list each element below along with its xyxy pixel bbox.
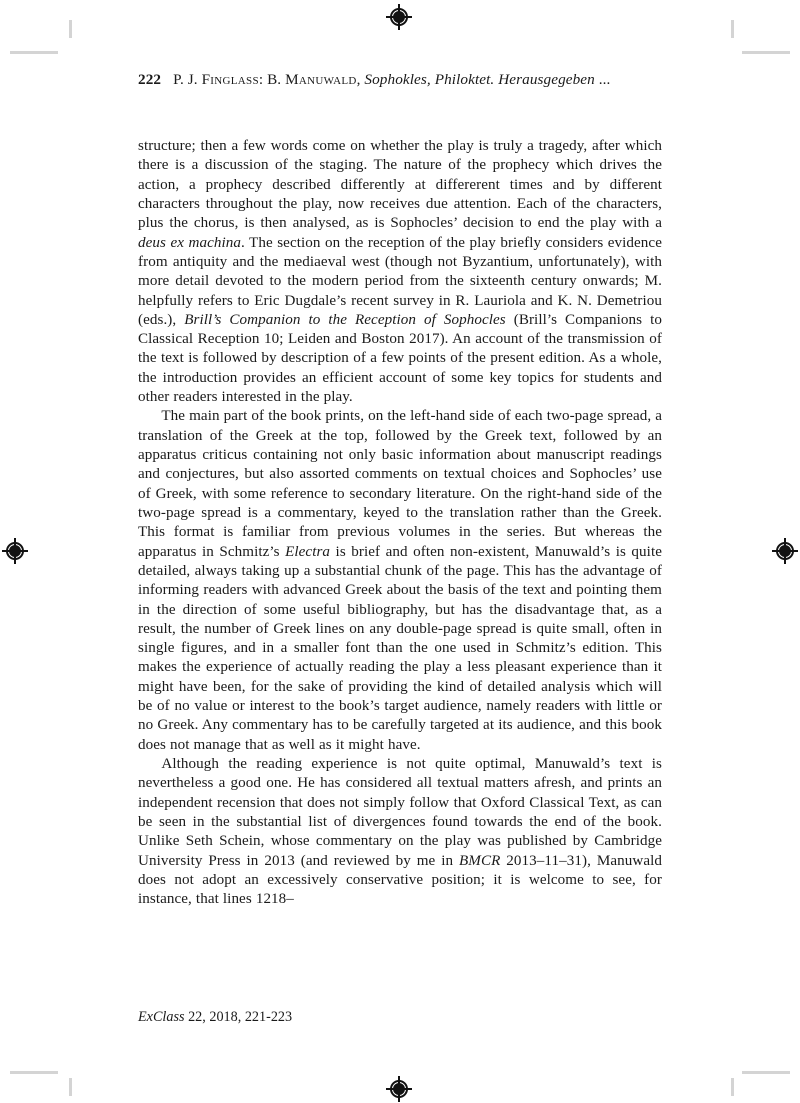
paragraph-2-italic-electra: Electra	[285, 543, 331, 560]
paragraph-2-text-part-2: is brief and often non-existent, Manuwald’s is quite detailed, always taking up a substantial chunk of the page. This has the advantage of informing readers with advanced Greek about the basis of the text and pointing them in the direction of some useful bibliography, but has the disadvantage that, as a result, the number of Greek lines on any double-page spread is quite small, often in single figures, and in a smaller font than the one used in Schmitz’s edition. This makes the experience of actually reading the play a less pleasant experience than it might have been, for the sake of providing the kind of detailed analysis which will be of no value or interest to the book’s target audience, namely readers with little or no Greek. Any commentary has to be carefully targeted at its audience, and this book does not manage that as well as it might have.	[138, 543, 662, 753]
paragraph-3-text-part-1: Although the reading experience is not quite optimal, Manuwald’s text is nevertheless a good one. He has considered all textual matters afresh, and prints an independent recension that does not simply follow that Oxford Classical Text, as can be seen in the substantial list of divergences found towards the end of the book. Unlike Seth Schein, whose commentary on the play was published by Cambridge University Press in 2013 (and reviewed by me in	[138, 756, 662, 869]
crop-mark-top-left-horizontal	[10, 51, 58, 54]
crop-mark-bottom-left-horizontal	[10, 1071, 58, 1074]
running-head-author-surname: Finglass	[201, 71, 259, 88]
crop-mark-top-right-vertical	[731, 20, 734, 38]
paragraph-3-italic-bmcr: BMCR	[459, 852, 501, 869]
running-head	[138, 70, 662, 90]
colophon	[138, 1008, 292, 1026]
running-head-author-initials: P. J.	[173, 71, 202, 88]
crop-mark-top-right-horizontal	[742, 51, 790, 54]
paragraph-2	[138, 407, 662, 755]
running-head-comma: ,	[356, 71, 365, 88]
crop-mark-bottom-left-vertical	[69, 1078, 72, 1096]
running-head-separator: : B.	[258, 71, 286, 88]
crop-mark-bottom-right-horizontal	[742, 1071, 790, 1074]
paragraph-1-text-part-3: (Brill’s Companions to Classical Reception 10; Leiden and Boston 2017). An account of the transmission of the text is followed by description of a few points of the present edition. As a whole, the introduction provides an efficient account of some key topics for students and other readers interested in the play.	[138, 311, 662, 406]
running-head-reviewed-surname: Manuwald	[285, 71, 357, 88]
paragraph-1-italic-deus-ex-machina: deus ex machina	[138, 234, 241, 251]
registration-dot	[9, 545, 21, 557]
page-content	[138, 0, 662, 1103]
paragraph-3	[138, 755, 662, 910]
running-head-book-title: Sophokles, Philoktet. Herausgegeben	[364, 71, 595, 88]
paragraph-1-text-part-2: . The section on the reception of the play briefly considers evidence from antiquity and the mediaeval west (though not Byzantium, unfortunately), with more detail devoted to the modern period from the sixteenth century onwards; M. helpfully refers to Eric Dugdale’s recent survey in R. Lauriola and K. N. Demetriou (eds.),	[138, 234, 662, 328]
paragraph-2-text-part-1: The main part of the book prints, on the left-hand side of each two-page spread, a translation of the Greek at the top, followed by the Greek text, followed by an apparatus criticus containing not only basic information about manuscript readings and conjectures, but also assorted comments on textual choices and Sophocles’ use of Greek, with some reference to secondary literature. On the right-hand side of the two-page spread is a commentary, keyed to the translation rather than the Greek. This format is familiar from previous volumes in the series. But whereas the apparatus in Schmitz’s	[138, 408, 662, 560]
paragraph-1-text-part-1: structure; then a few words come on whether the play is truly a tragedy, after which there is a discussion of the staging. The nature of the prophecy which drives the action, a prophecy described differently at differerent times and by different characters throughout the play, now receives due attention. Each of the characters, plus the chorus, is then analysed, as is Sophocles’ decision to end the play with a	[138, 138, 662, 232]
crop-mark-bottom-right-vertical	[731, 1078, 734, 1096]
registration-mark-right	[772, 538, 798, 564]
running-head-ellipsis: ...	[594, 71, 611, 88]
page-number: 222	[138, 71, 162, 88]
journal-citation: 22, 2018, 221-223	[184, 1009, 293, 1025]
paragraph-3-text-part-2: 2013–11–31), Manuwald does not adopt an excessively conservative position; it is welcome to see, for instance, that lines 1218–	[138, 852, 662, 908]
body-text	[138, 137, 662, 910]
registration-mark-left	[2, 538, 28, 564]
paragraph-1	[138, 137, 662, 407]
paragraph-1-italic-brills-companion: Brill’s Companion to the Reception of Sophocles	[184, 311, 506, 328]
registration-dot	[779, 545, 791, 557]
journal-name: ExClass	[138, 1009, 185, 1025]
crop-mark-top-left-vertical	[69, 20, 72, 38]
